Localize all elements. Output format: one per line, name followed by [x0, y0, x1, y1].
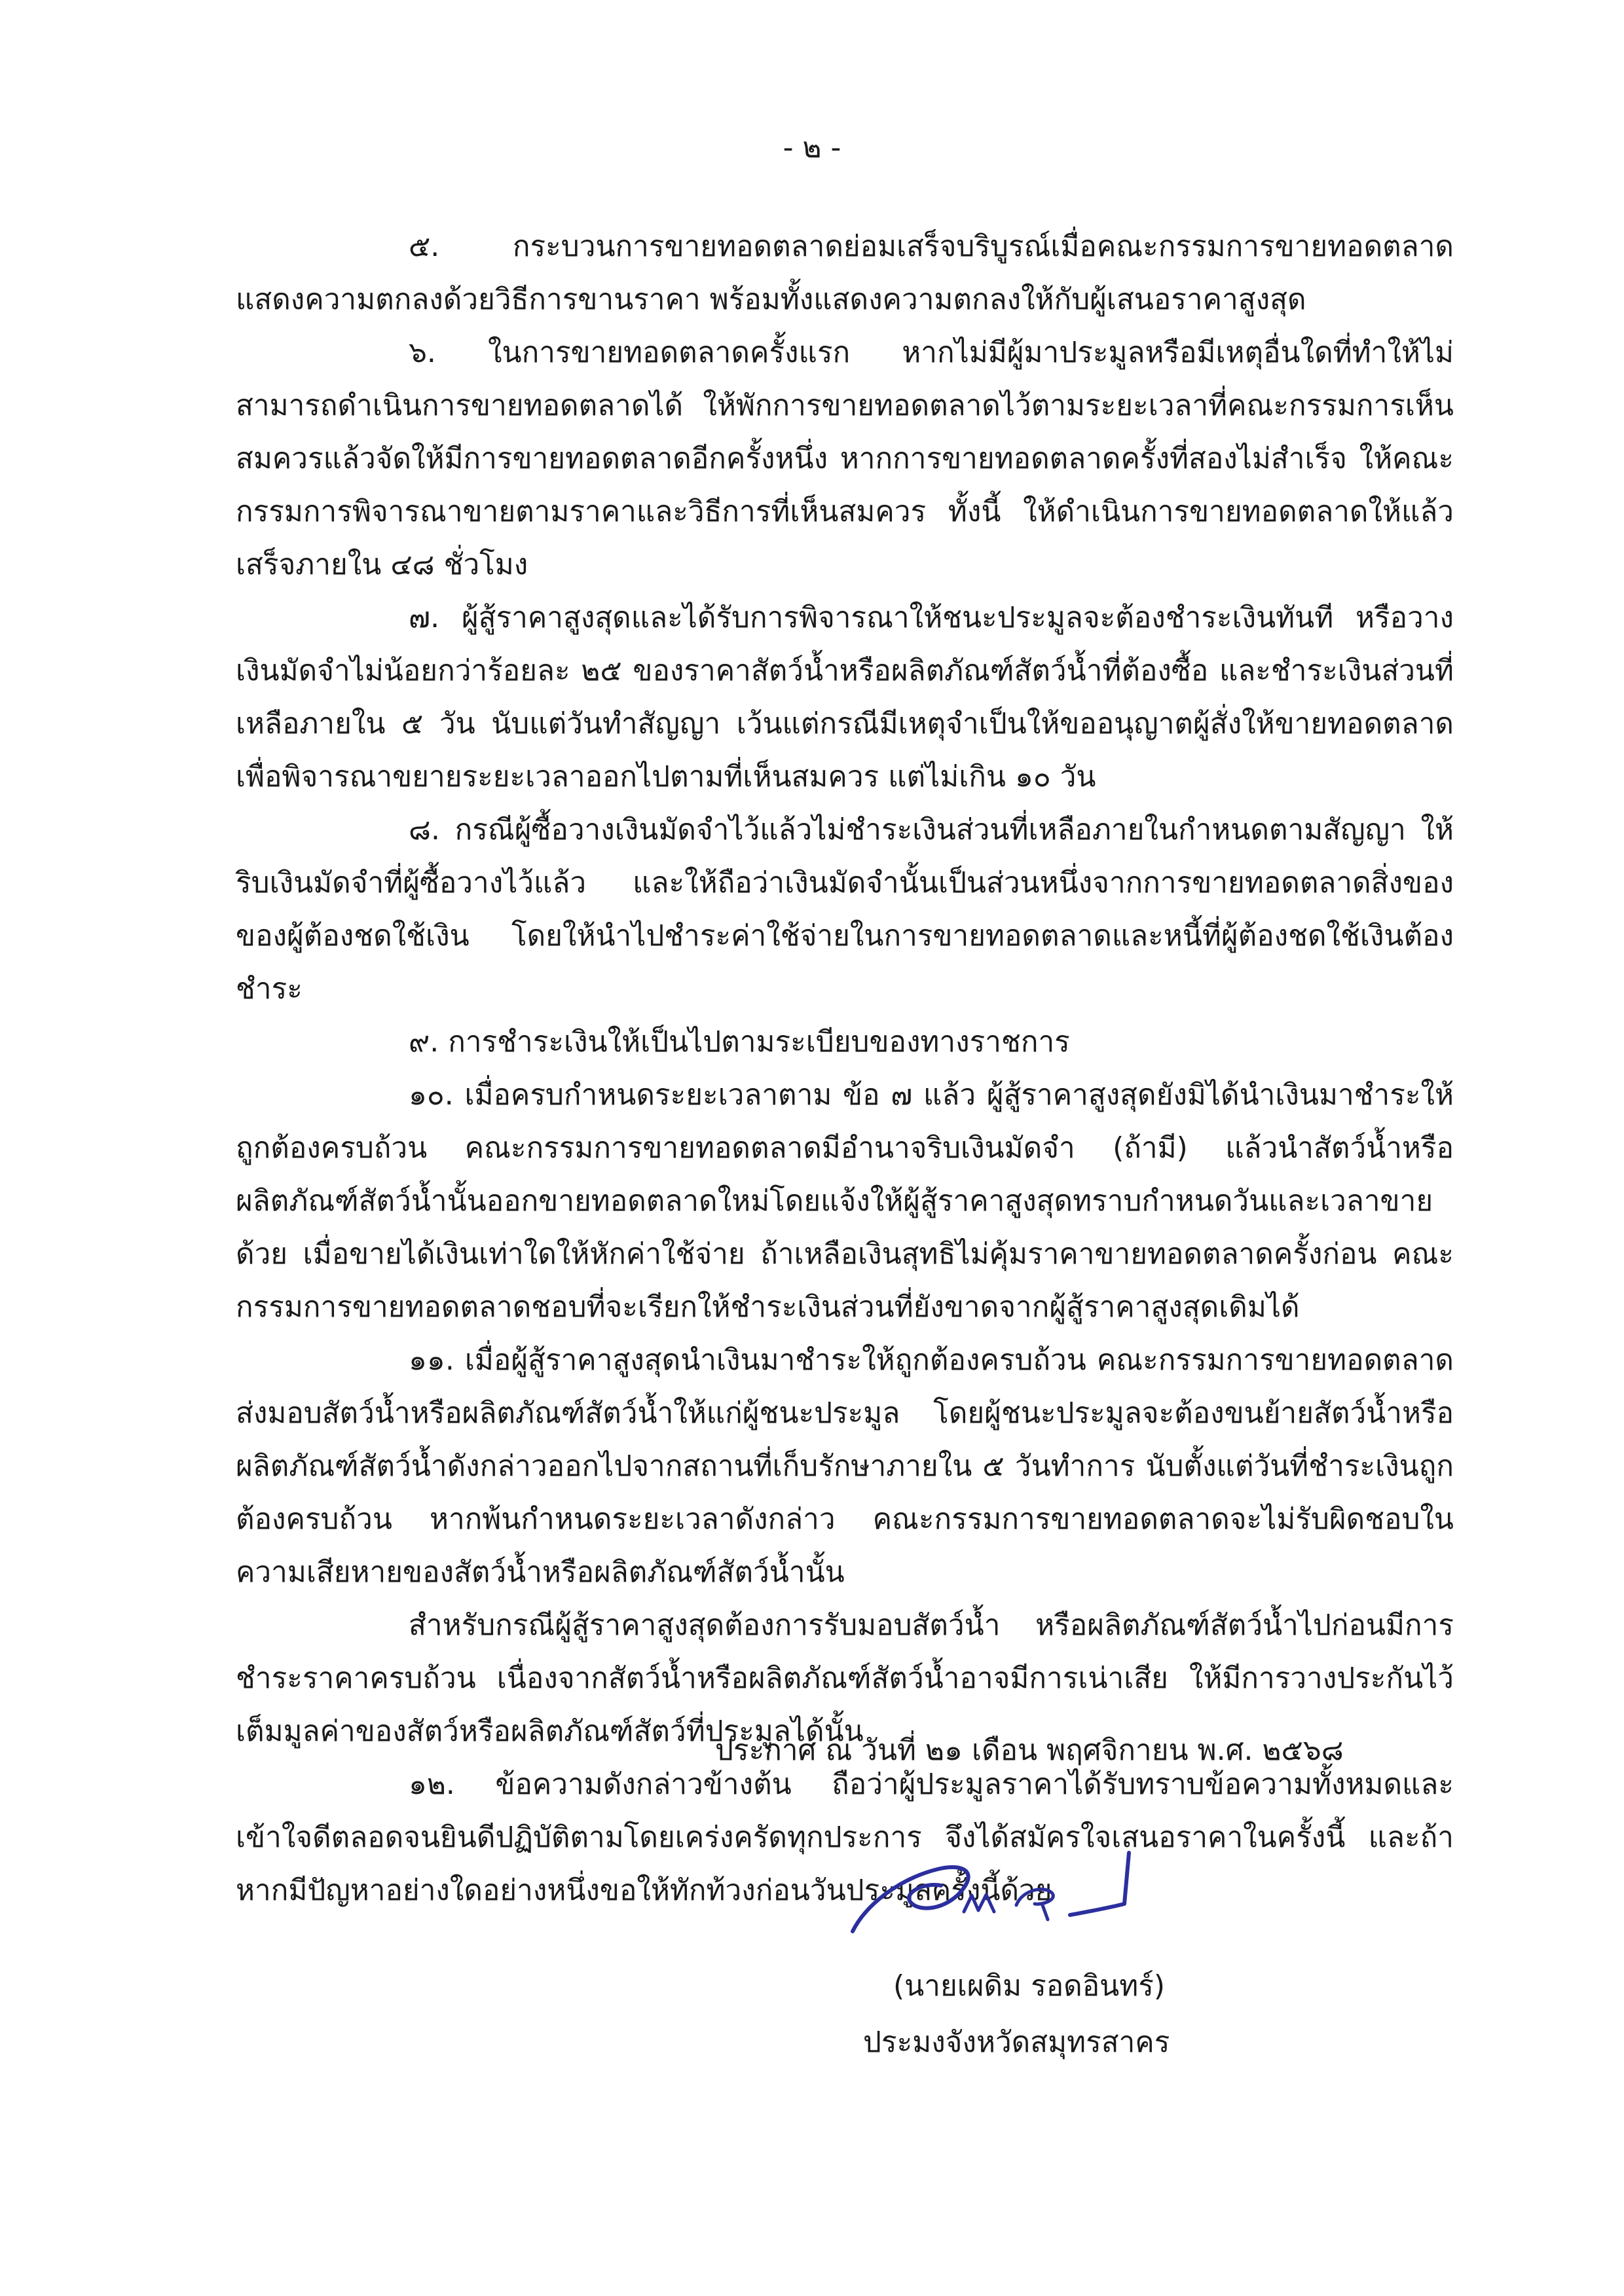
clause-12: ๑๒. ข้อความดังกล่าวข้างต้น ถือว่าผู้ประมูลราคาได้รับทราบข้อความทั้งหมดและเข้าใจดีตลอดจนยินดีปฏิบัติตามโดยเคร่งครัดทุกประการ จึงได้สมัครใจเสนอราคาในครั้งนี้ และถ้าหากมีปัญหาอย่างใดอย่างหนึ่งขอให้ทักท้วงก่อนวันประมูลครั้งนี้ด้วย	[236, 1768, 1454, 1907]
clause-5: ๕. กระบวนการขายทอดตลาดย่อมเสร็จบริบูรณ์เมื่อคณะกรรมการขายทอดตลาดแสดงความตกลงด้วยวิธีการขานราคา พร้อมทั้งแสดงความตกลงให้กับผู้เสนอราคาสูงสุด	[236, 230, 1454, 316]
announcement-date: ประกาศ ณ วันที่ ๒๑ เดือน พฤศจิกายน พ.ศ. ๒๕๖๘	[715, 1734, 1344, 1767]
clause-11: ๑๑. เมื่อผู้สู้ราคาสูงสุดนำเงินมาชำระให้ถูกต้องครบถ้วน คณะกรรมการขายทอดตลาดส่งมอบสัตว์น้ำหรือผลิตภัณฑ์สัตว์น้ำให้แก่ผู้ชนะประมูล โดยผู้ชนะประมูลจะต้องขนย้ายสัตว์น้ำหรือผลิตภัณฑ์สัตว์น้ำดังกล่าวออกไปจากสถานที่เก็บรักษาภายใน ๕ วันทำการ นับตั้งแต่วันที่ชำระเงินถูกต้องครบถ้วน หากพ้นกำหนดระยะเวลาดังกล่าว คณะกรรมการขายทอดตลาดจะไม่รับผิดชอบในความเสียหายของสัตว์น้ำหรือผลิตภัณฑ์สัตว์น้ำนั้น	[236, 1343, 1454, 1589]
clause-10: ๑๐. เมื่อครบกำหนดระยะเวลาตาม ข้อ ๗ แล้ว ผู้สู้ราคาสูงสุดยังมิได้นำเงินมาชำระให้ถูกต้องครบถ้วน คณะกรรมการขายทอดตลาดมีอำนาจริบเงินมัดจำ (ถ้ามี) แล้วนำสัตว์น้ำหรือผลิตภัณฑ์สัตว์น้ำนั้นออกขายทอดตลาดใหม่โดยแจ้งให้ผู้สู้ราคาสูงสุดทราบกำหนดวันและเวลาขายด้วย เมื่อขายได้เงินเท่าใดให้หักค่าใช้จ่าย ถ้าเหลือเงินสุทธิไม่คุ้มราคาขายทอดตลาดครั้งก่อน คณะกรรมการขายทอดตลาดชอบที่จะเรียกให้ชำระเงินส่วนที่ยังขาดจากผู้สู้ราคาสูงสุดเดิมได้	[236, 1078, 1454, 1324]
announcement-body	[236, 220, 1454, 1917]
clause-7: ๗. ผู้สู้ราคาสูงสุดและได้รับการพิจารณาให้ชนะประมูลจะต้องชำระเงินทันที หรือวางเงินมัดจำไม่น้อยกว่าร้อยละ ๒๕ ของราคาสัตว์น้ำหรือผลิตภัณฑ์สัตว์น้ำที่ต้องซื้อ และชำระเงินส่วนที่เหลือภายใน ๕ วัน นับแต่วันทำสัญญา เว้นแต่กรณีมีเหตุจำเป็นให้ขออนุญาตผู้สั่งให้ขายทอดตลาดเพื่อพิจารณาขยายระยะเวลาออกไปตามที่เห็นสมควร แต่ไม่เกิน ๑๐ วัน	[236, 601, 1454, 793]
clause-8: ๘. กรณีผู้ซื้อวางเงินมัดจำไว้แล้วไม่ชำระเงินส่วนที่เหลือภายในกำหนดตามสัญญา ให้ริบเงินมัดจำที่ผู้ซื้อวางไว้แล้ว และให้ถือว่าเงินมัดจำนั้นเป็นส่วนหนึ่งจากการขายทอดตลาดสิ่งของของผู้ต้องชดใช้เงิน โดยให้นำไปชำระค่าใช้จ่ายในการขายทอดตลาดและหนี้ที่ผู้ต้องชดใช้เงินต้องชำระ	[236, 813, 1454, 1006]
clause-11-supplement: สำหรับกรณีผู้สู้ราคาสูงสุดต้องการรับมอบสัตว์น้ำ หรือผลิตภัณฑ์สัตว์น้ำไปก่อนมีการชำระราคาครบถ้วน เนื่องจากสัตว์น้ำหรือผลิตภัณฑ์สัตว์น้ำอาจมีการเน่าเสีย ให้มีการวางประกันไว้เต็มมูลค่าของสัตว์หรือผลิตภัณฑ์สัตว์ที่ประมูลได้นั้น	[236, 1609, 1454, 1748]
page-number: - ๒ -	[783, 131, 841, 164]
signer-title: ประมงจังหวัดสมุทรสาคร	[863, 2026, 1170, 2059]
clause-9: ๙. การชำระเงินให้เป็นไปตามระเบียบของทางราชการ	[409, 1025, 1070, 1059]
signature-image	[826, 1833, 1141, 1951]
clause-6: ๖. ในการขายทอดตลาดครั้งแรก หากไม่มีผู้มาประมูลหรือมีเหตุอื่นใดที่ทำให้ไม่สามารถดำเนินการขายทอดตลาดได้ ให้พักการขายทอดตลาดไว้ตามระยะเวลาที่คณะกรรมการเห็นสมควรแล้วจัดให้มีการขายทอดตลาดอีกครั้งหนึ่ง หากการขายทอดตลาดครั้งที่สองไม่สำเร็จ ให้คณะกรรมการพิจารณาขายตามราคาและวิธีการที่เห็นสมควร ทั้งนี้ ให้ดำเนินการขายทอดตลาดให้แล้วเสร็จภายใน ๔๘ ชั่วโมง	[236, 336, 1454, 581]
signer-name: (นายเผดิม รอดอินทร์)	[893, 1969, 1166, 2003]
